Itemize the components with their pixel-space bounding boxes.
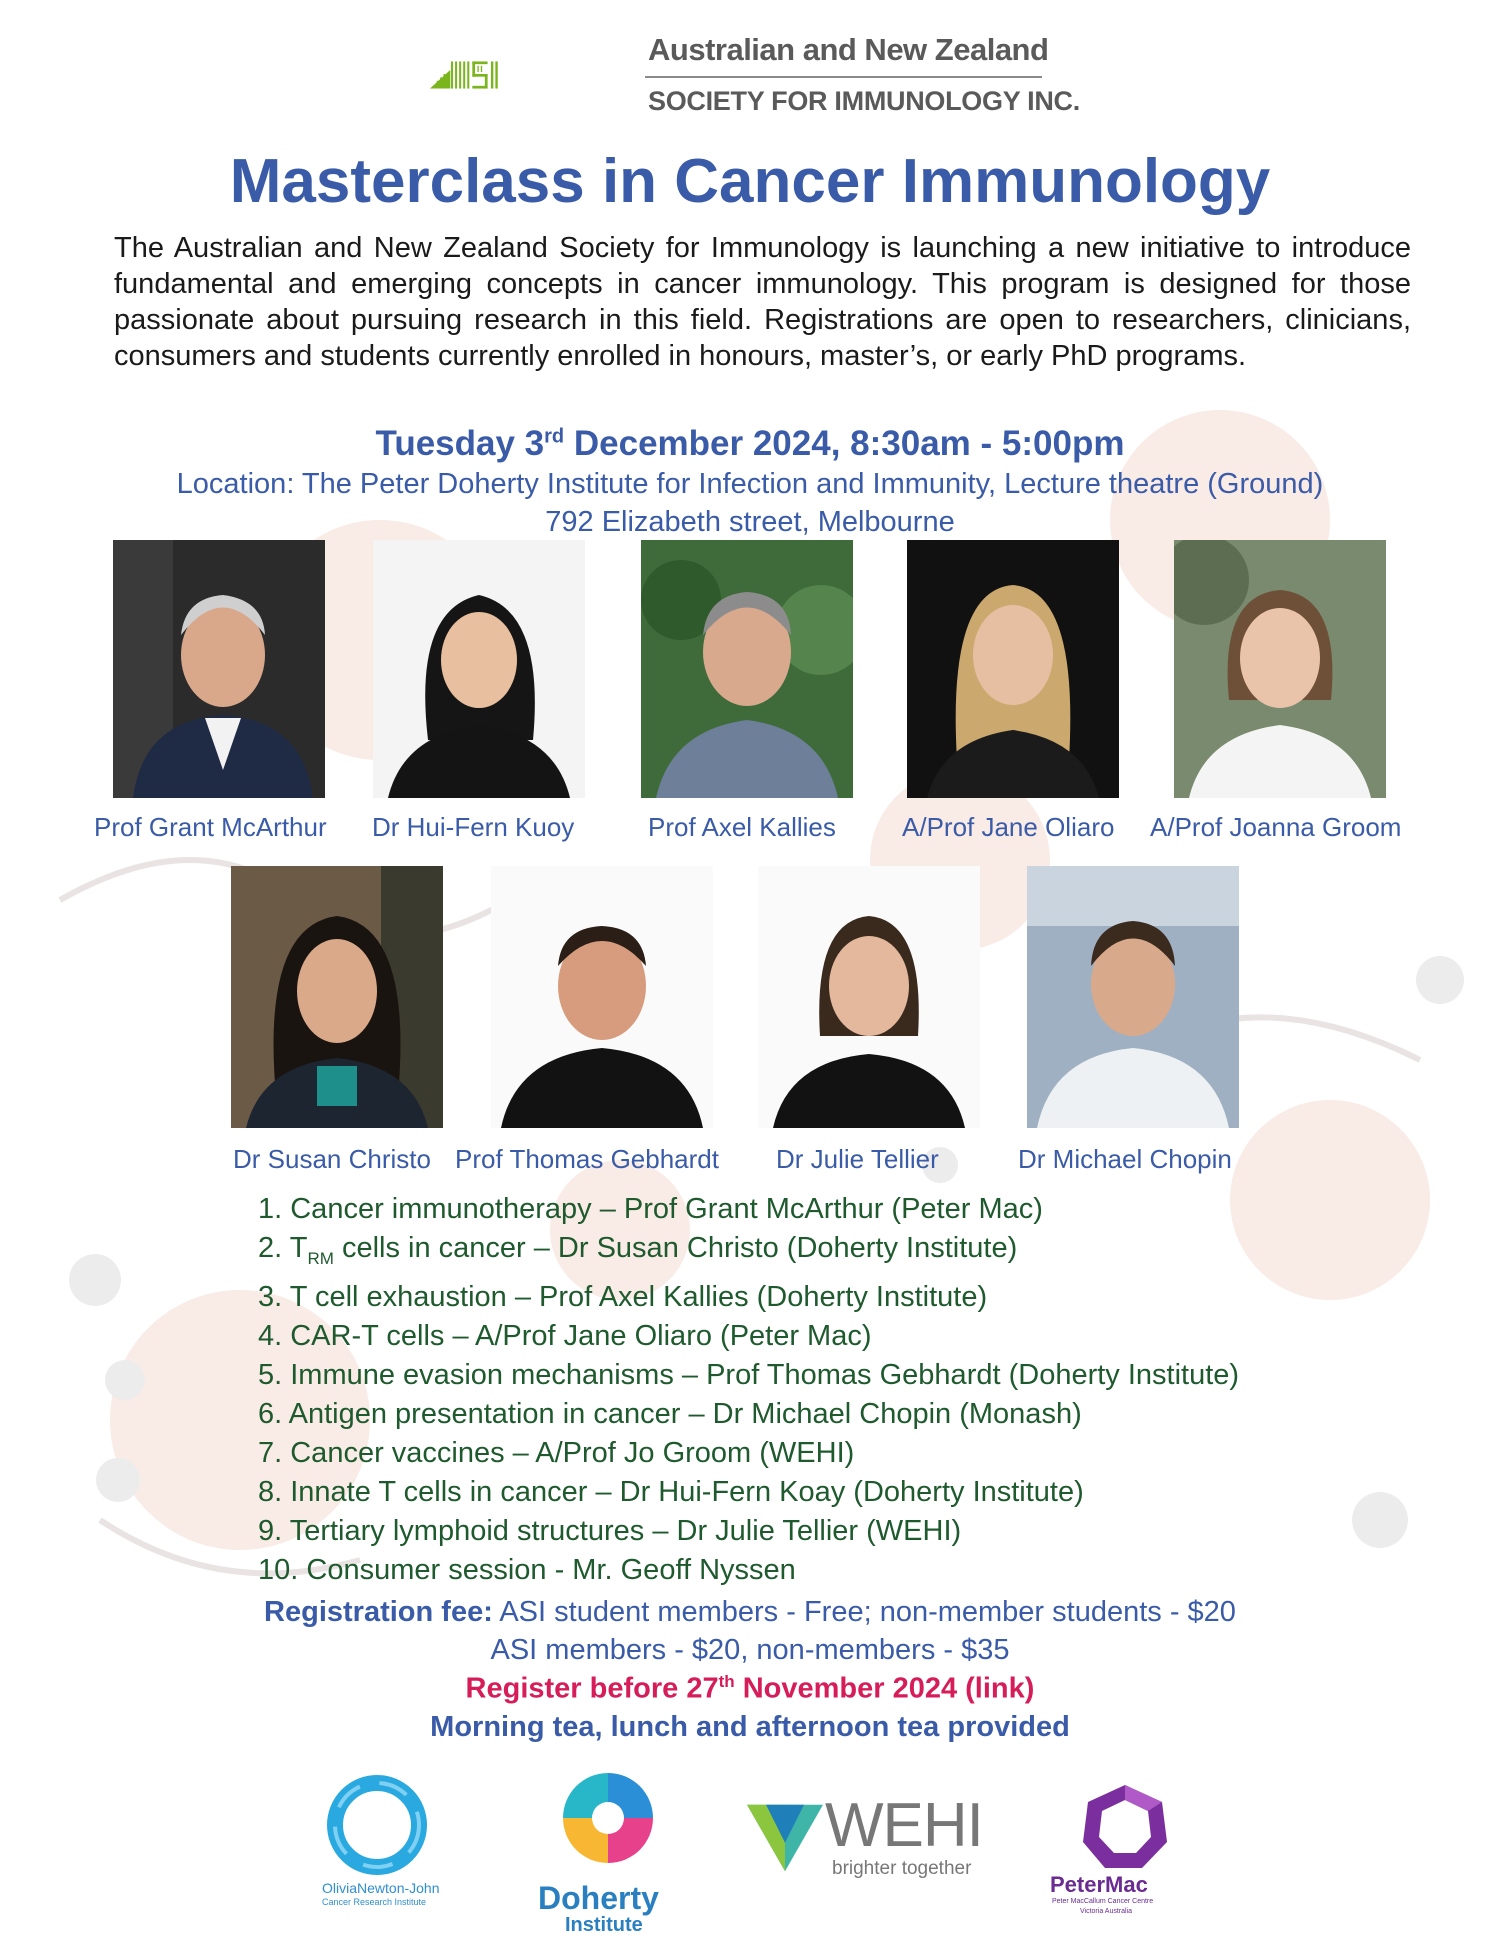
petermac-subtitle: Peter MacCallum Cancer Centre [1052,1898,1154,1905]
speaker-name: Prof Grant McArthur [94,812,327,842]
onj-name: OliviaNewton-John [322,1880,440,1896]
registration-fee-line-1 [0,1596,1500,1629]
date-day: Tuesday 3 [375,424,545,463]
speaker-name: A/Prof Jane Oliaro [902,812,1115,842]
topic-item: 8. Innate T cells in cancer – Dr Hui-Fern Koay (Doherty Institute) [258,1475,1084,1508]
speaker-name: Prof Axel Kallies [648,812,836,842]
speaker-name: Dr Susan Christo [233,1144,431,1174]
speaker-name: Dr Hui-Fern Kuoy [372,812,575,842]
petermac-location: Victoria Australia [1080,1908,1133,1915]
org-divider [645,76,1042,78]
intro-paragraph: The Australian and New Zealand Society for Immunology is launching a new initiative to introduce fundamental and emerging concepts in cancer immunology. This program is designed for those passionate about pursuing research in this field. Registrations are open to researchers, clinicians, consumers and students currently enrolled in honours, master’s, or early PhD programs. [114,232,1411,372]
speaker-photo [113,540,325,798]
petermac-name: PeterMac [1050,1872,1148,1897]
speaker-photo [231,866,443,1128]
speaker-photo [641,540,853,798]
topic-item: 1. Cancer immunotherapy – Prof Grant McArthur (Peter Mac) [258,1193,1043,1225]
petermac-logo-icon [1080,1782,1170,1872]
registration-fee-line-2: ASI members - $20, non-members - $35 [490,1634,1010,1666]
registration-fee-label: Registration fee: [264,1596,493,1628]
page-title: Masterclass in Cancer Immunology [229,147,1271,216]
speaker-photo [373,540,585,798]
registration-fee-text: ASI student members - Free; non-member students - $20 [492,1596,1236,1628]
topic-item: 3. T cell exhaustion – Prof Axel Kallies (Doherty Institute) [258,1280,988,1313]
topic-item: 4. CAR-T cells – A/Prof Jane Oliaro (Peter Mac) [258,1319,872,1352]
onj-subtitle: Cancer Research Institute [322,1897,427,1907]
event-address: 792 Elizabeth street, Melbourne [545,506,955,538]
event-date [0,424,1500,464]
topics-list [258,1190,1239,1590]
doherty-name: Doherty [538,1880,659,1916]
speaker-photo [907,540,1119,798]
wehi-name: WEHI [825,1791,983,1860]
doherty-logo-icon [558,1768,658,1868]
topic-item: 9. Tertiary lymphoid structures – Dr Julie Tellier (WEHI) [258,1514,962,1547]
speaker-name: A/Prof Joanna Groom [1150,812,1402,842]
speaker-photo [758,866,980,1128]
asi-logo [430,30,640,120]
topic-item: 2. $T_{RM}$ cells in cancer – Dr Susan Christo (Doherty Institute) [258,1232,1018,1268]
date-rest: December 2024, 8:30am - 5:00pm [564,424,1125,463]
topic-item: 10. Consumer session - Mr. Geoff Nyssen [258,1553,796,1586]
speaker-name: Dr Julie Tellier [776,1144,939,1174]
date-ordinal: rd [544,425,565,448]
org-name-line-1: Australian and New Zealand [648,32,1049,67]
speaker-photo [491,866,713,1128]
topic-item: 7. Cancer vaccines – A/Prof Jo Groom (WEHI) [258,1436,855,1469]
speaker-photo [1027,866,1239,1128]
speaker-photo [1174,540,1386,798]
speaker-name: Prof Thomas Gebhardt [455,1144,719,1174]
topic-item: 5. Immune evasion mechanisms – Prof Thomas Gebhardt (Doherty Institute) [258,1358,1240,1391]
org-name-line-2: SOCIETY FOR IMMUNOLOGY INC. [648,86,1080,116]
onj-logo-icon [322,1770,432,1880]
wehi-tagline: brighter together [832,1858,972,1879]
event-location: Location: The Peter Doherty Institute for Infection and Immunity, Lecture theatre (Ground) [176,468,1324,500]
speaker-name: Dr Michael Chopin [1018,1144,1232,1174]
catering-note: Morning tea, lunch and afternoon tea provided [430,1711,1070,1743]
doherty-subtitle: Institute [565,1914,643,1936]
topic-item: 6. Antigen presentation in cancer – Dr Michael Chopin (Monash) [258,1397,1082,1430]
register-link[interactable]: Register before 27th November 2024 (link) [465,1672,1035,1705]
wehi-logo-icon [745,1800,825,1876]
